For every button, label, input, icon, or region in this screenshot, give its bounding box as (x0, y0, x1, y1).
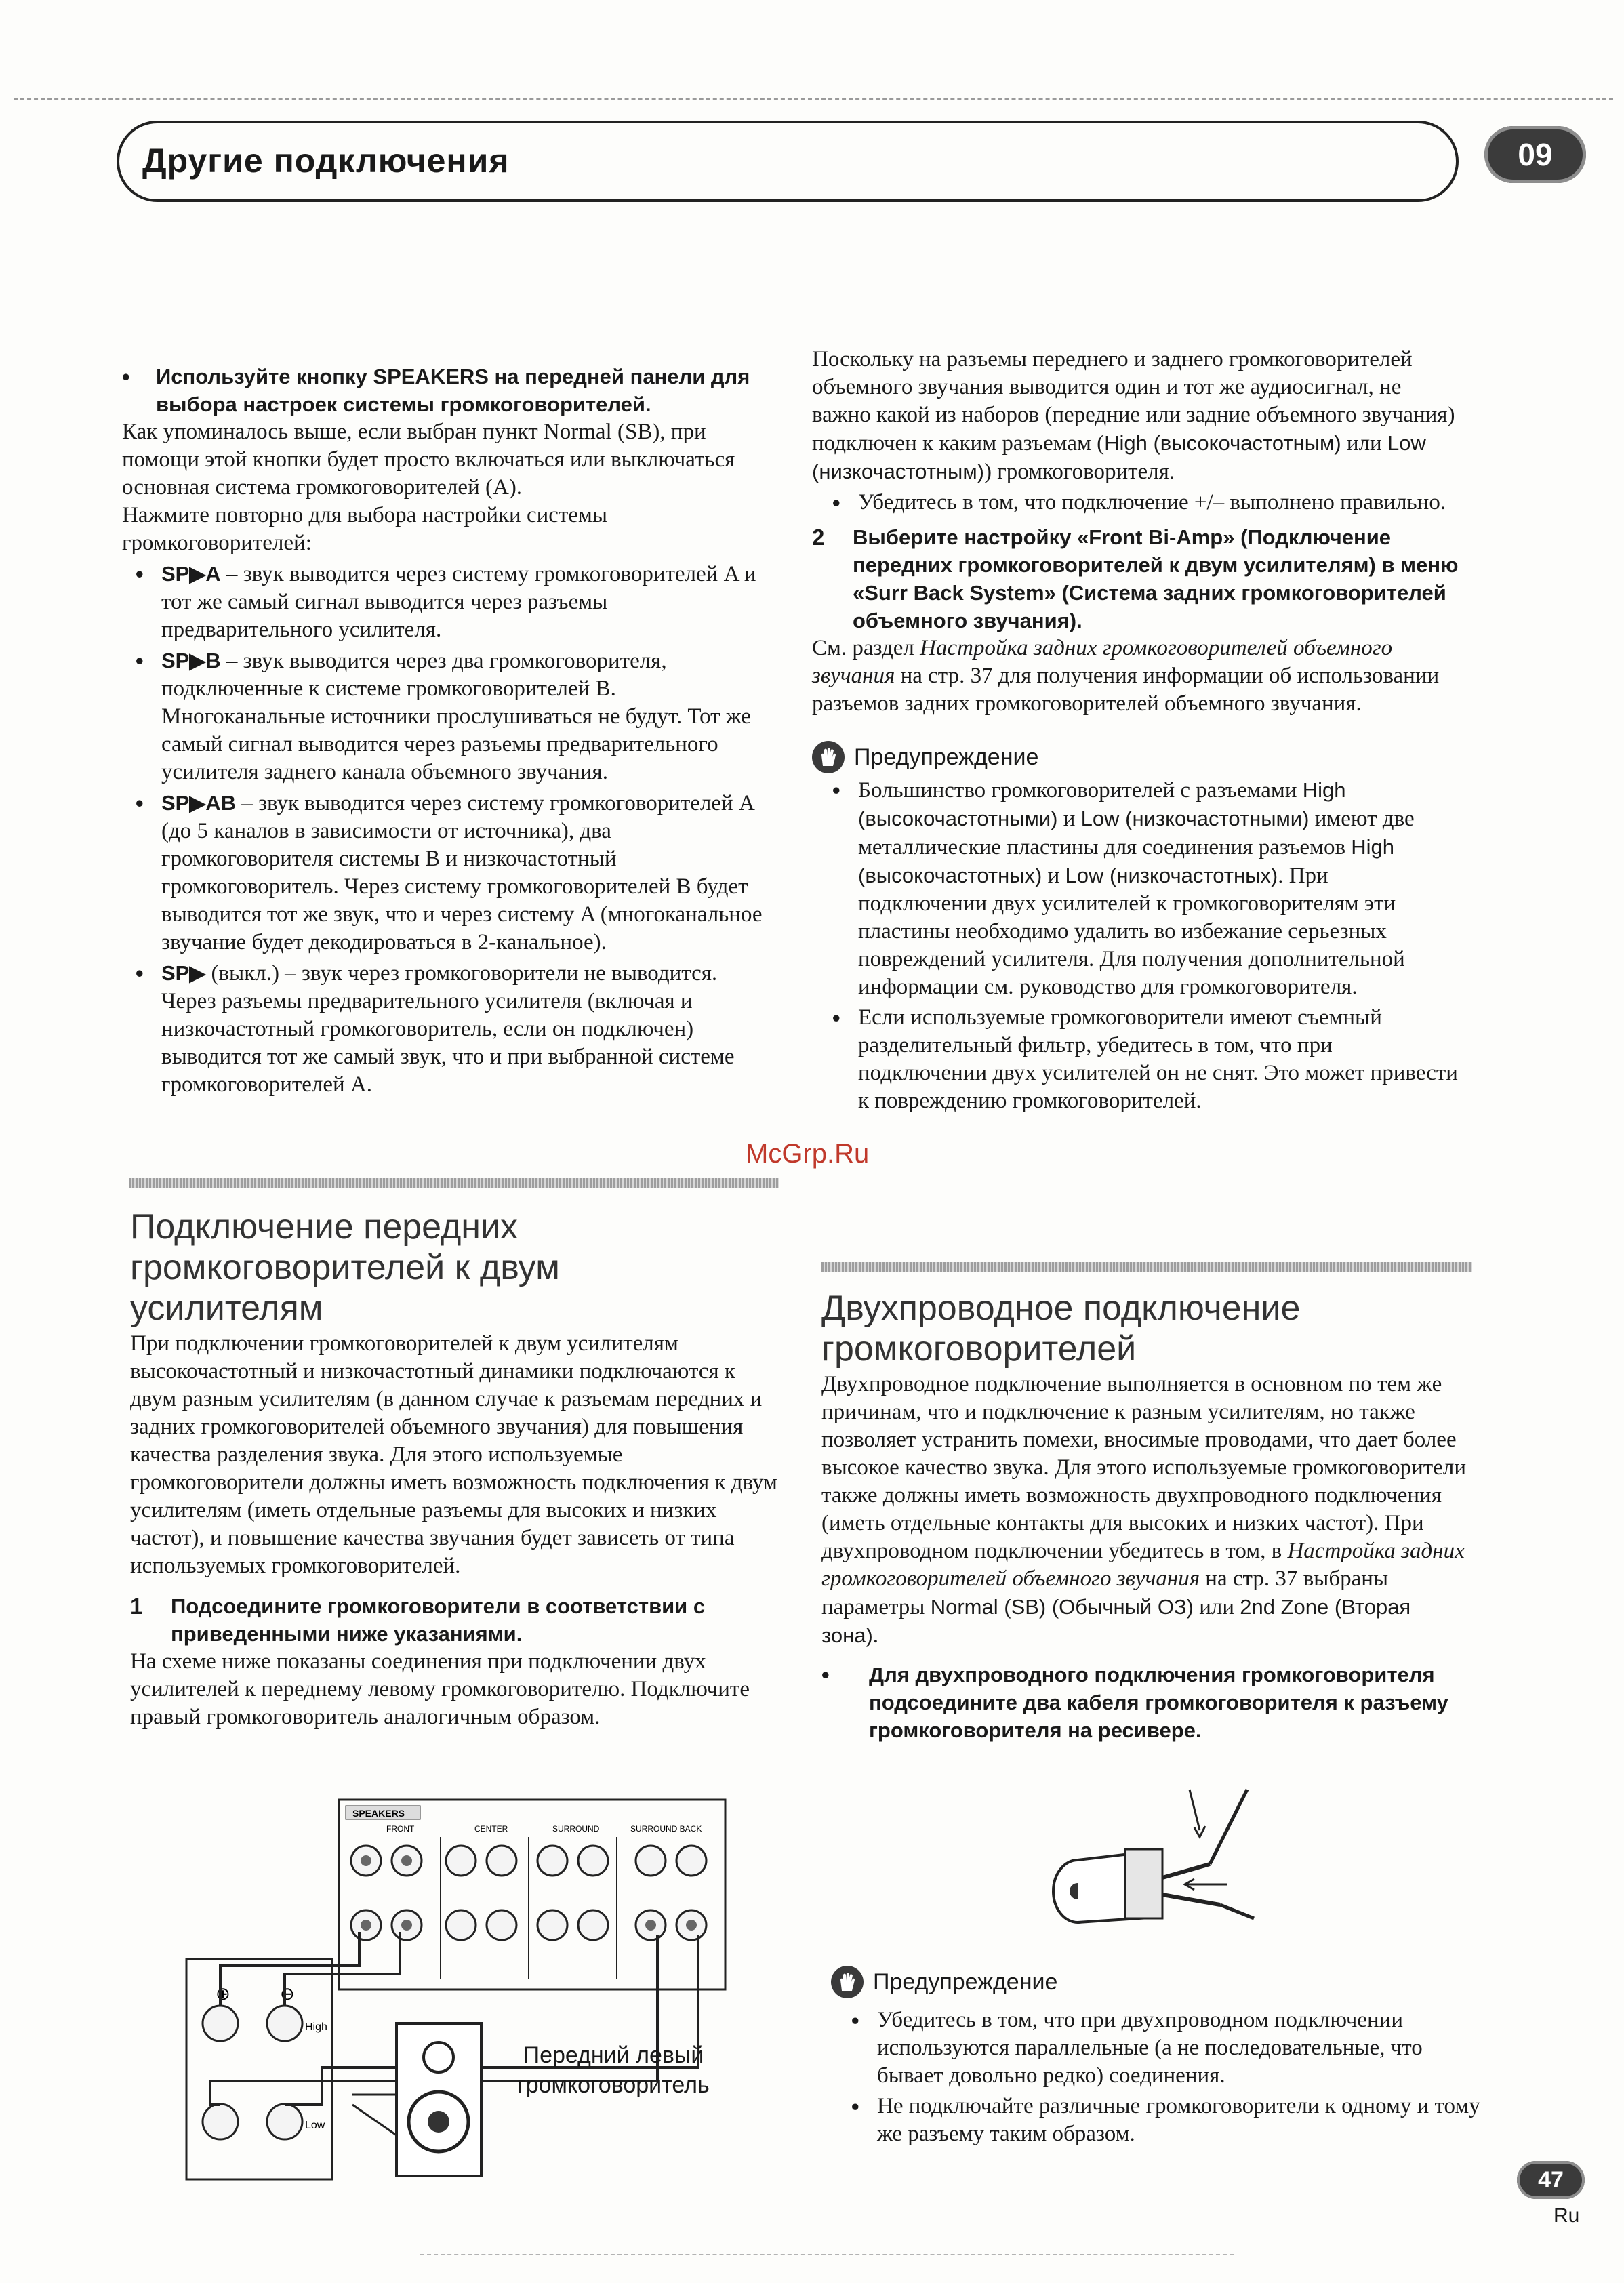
biwire-paragraph: Двухпроводное подключение выполняется в основном по тем же причинам, что и подключение к разным усилителям, но также позволяет устранить помехи, вносимые проводами, что дает более высокое качество звука. Для этого используемые громкоговорители также должны иметь возможность двухпроводного подключения (иметь отдельные контакты для высоких и низких частот). При двухпроводном подключении убедитесь в том, в Настройка задних громкоговорителей объемного звучания на стр. 37 выбраны параметры Normal (SB) (Обычный ОЗ) или 2nd Zone (Вторая зона). (821, 1372, 1466, 1648)
bullet-icon: • (851, 2008, 859, 2033)
biamp-wiring-diagram (183, 1796, 732, 2183)
step-title: Выберите настройку «Front Bi-Amp» (Подключение передних громкоговорителей к двум усилителям) в меню «Surr Back System» (Система задних громкоговорителей объемного звучания). (853, 525, 1459, 632)
caption-line-1: Передний левый (523, 2042, 704, 2068)
bullet-icon: • (821, 1662, 830, 1687)
biwire-terminal-illustration (1044, 1762, 1261, 1966)
list-item (136, 647, 773, 786)
speakers-panel-label: SPEAKERS (352, 1808, 405, 1819)
intro-bullet (122, 363, 773, 418)
step-text: На схеме ниже показаны соединения при подключении двух усилителей к переднему левому громкоговорителю. Подключите правый громкоговоритель аналогичным образом. (130, 1649, 750, 1729)
warning-hand-icon (831, 1966, 864, 1998)
watermark-link[interactable]: McGrp.Ru (746, 1139, 870, 1169)
biwire-section (821, 1371, 1472, 1744)
list-item (136, 560, 773, 644)
section-divider (821, 1262, 1472, 1272)
mode-text: – звук выводится через систему громкоговорителей A и тот же самый сигнал выводится через разъемы предварительного усилителя. (161, 562, 756, 642)
section-divider (129, 1178, 779, 1188)
bullet-icon: • (136, 961, 144, 986)
list-item (136, 959, 773, 1099)
step-2-reference: См. раздел Настройка задних громкоговорителей объемного звучания на стр. 37 для получения информации об использовании разъемов задних громкоговорителей объемного звучания. (812, 636, 1440, 716)
surround-back-label: SURROUND BACK (630, 1824, 702, 1834)
warning-2-header (831, 1966, 1482, 1998)
surround-label: SURROUND (552, 1824, 600, 1834)
bullet-icon: • (136, 648, 144, 673)
right-paragraph-1: Поскольку на разъемы переднего и заднего громкоговорителей объемного звучания выводится один и тот же аудиосигнал, не важно какой из наборов (передние или задние объемного звучания) подключен к каким разъемам (High (высокочастотным) или Low (низкочастотным)) громкоговорителя. (812, 347, 1455, 484)
biwire-bullet (821, 1661, 1472, 1744)
intro-paragraph-2: Нажмите повторно для выбора настройки системы громкоговорителей: (122, 503, 608, 555)
bullet-icon: • (136, 561, 144, 586)
bullet-icon: • (832, 490, 840, 515)
biwire-bullet-text: Для двухпроводного подключения громкоговорителя подсоедините два кабеля громкоговорителя к разъему громкоговорителя на ресивере. (869, 1663, 1448, 1742)
center-label: CENTER (474, 1824, 508, 1834)
bullet-icon: • (832, 1005, 840, 1030)
mode-label: SP▶AB (161, 791, 236, 815)
page-number-badge: 47 (1517, 2161, 1585, 2199)
warning-hand-icon (812, 741, 845, 773)
step-1 (130, 1592, 781, 1648)
intro-paragraph-1: Как упоминалось выше, если выбран пункт Normal (SB), при помощи этой кнопки будет просто включаться или выключаться основная система громкоговорителей (A). (122, 420, 735, 500)
warning-2-bullet-1: • Убедитесь в том, что при двухпроводном подключении используются параллельные (а не последовательные, что бывает довольно редко) соединения. (831, 2006, 1482, 2090)
warning-2-bullet-2: • Не подключайте различные громкоговорители к одному и тому же разъему таким образом. (831, 2093, 1482, 2148)
warning-2 (831, 1966, 1482, 2148)
diagram-caption (502, 2040, 725, 2100)
step-number: 2 (812, 525, 825, 550)
biamp-section (130, 1330, 781, 1731)
bullet-icon: • (136, 790, 144, 815)
intro-bold: Используйте кнопку SPEAKERS на передней панели для выбора настроек системы громкоговорителей. (156, 365, 750, 416)
page-title: Другие подключения (142, 142, 510, 180)
section-heading-biwire: Двухпроводное подключение громкоговорителей (821, 1289, 1301, 1369)
low-terminal-label: Low (305, 2120, 325, 2131)
bullet-icon: • (832, 777, 840, 803)
speaker-mode-list (122, 560, 773, 1099)
chapter-badge: 09 (1484, 126, 1586, 183)
bottom-scan-line (420, 2254, 1234, 2255)
mode-text: (выкл.) – звук через громкоговорители не выводится. Через разъемы предварительного усилителя (включая и низкочастотный громкоговоритель, если он подключен) выводится тот же самый звук, что и при выбранной системе громкоговорителей A. (161, 961, 735, 1097)
mode-label: SP▶A (161, 562, 221, 586)
warning-title: Предупреждение (873, 1968, 1058, 1995)
mode-label: SP▶ (161, 961, 206, 985)
svg-text:⊖: ⊖ (280, 1983, 295, 2004)
warning-title: Предупреждение (854, 744, 1039, 770)
top-scan-line (14, 98, 1613, 100)
high-terminal-label: High (305, 2021, 327, 2033)
warning-1-header (812, 741, 1463, 773)
mode-text: – звук выводится через систему громкоговорителей A (до 5 каналов в зависимости от источника), два громкоговорителя системы B и низкочастотный громкоговоритель. Через систему громкоговорителей B будет выводится тот же звук, что и через систему A (многоканальное звучание будет декодироваться в 2-канальное). (161, 791, 763, 954)
right-column (812, 346, 1463, 1115)
step-2 (812, 523, 1463, 634)
biamp-paragraph: При подключении громкоговорителей к двум усилителям высокочастотный и низкочастотный динамики подключаются к двум разным усилителям (в данном случае к разъемам передних и задних громкоговорителей объемного звучания) для повышения качества разделения звука. Для этого используемые громкоговорители должны иметь возможность подключения к двум усилителям (иметь отдельные разъемы для высоких и низких частот), и повышение качества звучания будет зависеть от типа используемых громкоговорителей. (130, 1331, 777, 1578)
caption-line-2: громкоговоритель (517, 2072, 710, 2098)
step-number: 1 (130, 1594, 143, 1619)
warning-1-bullet-2: • Если используемые громкоговорители имеют съемный разделительный фильтр, убедитесь в том, что при подключении двух усилителей он не снят. Это может привести к повреждению громкоговорителей. (812, 1004, 1463, 1115)
left-column (122, 363, 773, 1099)
svg-text:⊕: ⊕ (216, 1983, 230, 2004)
step-title: Подсоедините громкоговорители в соответствии с приведенными ниже указаниями. (171, 1594, 706, 1646)
language-label: Ru (1554, 2204, 1580, 2227)
mode-label: SP▶B (161, 649, 221, 672)
check-bullet (812, 489, 1463, 517)
mode-text: – звук выводится через два громкоговорителя, подключенные к системе громкоговорителей B. Многоканальные источники прослушиваться не будут. Тот же самый сигнал выводится через разъемы предварительного усилителя заднего канала объемного звучания. (161, 649, 751, 784)
check-text: Убедитесь в том, что подключение +/– выполнено правильно. (858, 490, 1446, 514)
section-heading-biamp: Подключение передних громкоговорителей к двум усилителям (130, 1207, 560, 1328)
bullet-icon: • (122, 364, 130, 389)
warning-1-bullet-1: • Большинство громкоговорителей с разъемами High (высокочастотными) и Low (низкочастотными) имеют две металлические пластины для соединения разъемов High (высокочастотных) и Low (низкочастотных). При подключении двух усилителей к громкоговорителям эти пластины необходимо удалить во избежание серьезных повреждений усилителя. Для получения дополнительной информации см. руководство для громкоговорителя. (812, 776, 1463, 1001)
bullet-icon: • (851, 2094, 859, 2119)
list-item (136, 789, 773, 956)
front-label: FRONT (386, 1824, 415, 1834)
